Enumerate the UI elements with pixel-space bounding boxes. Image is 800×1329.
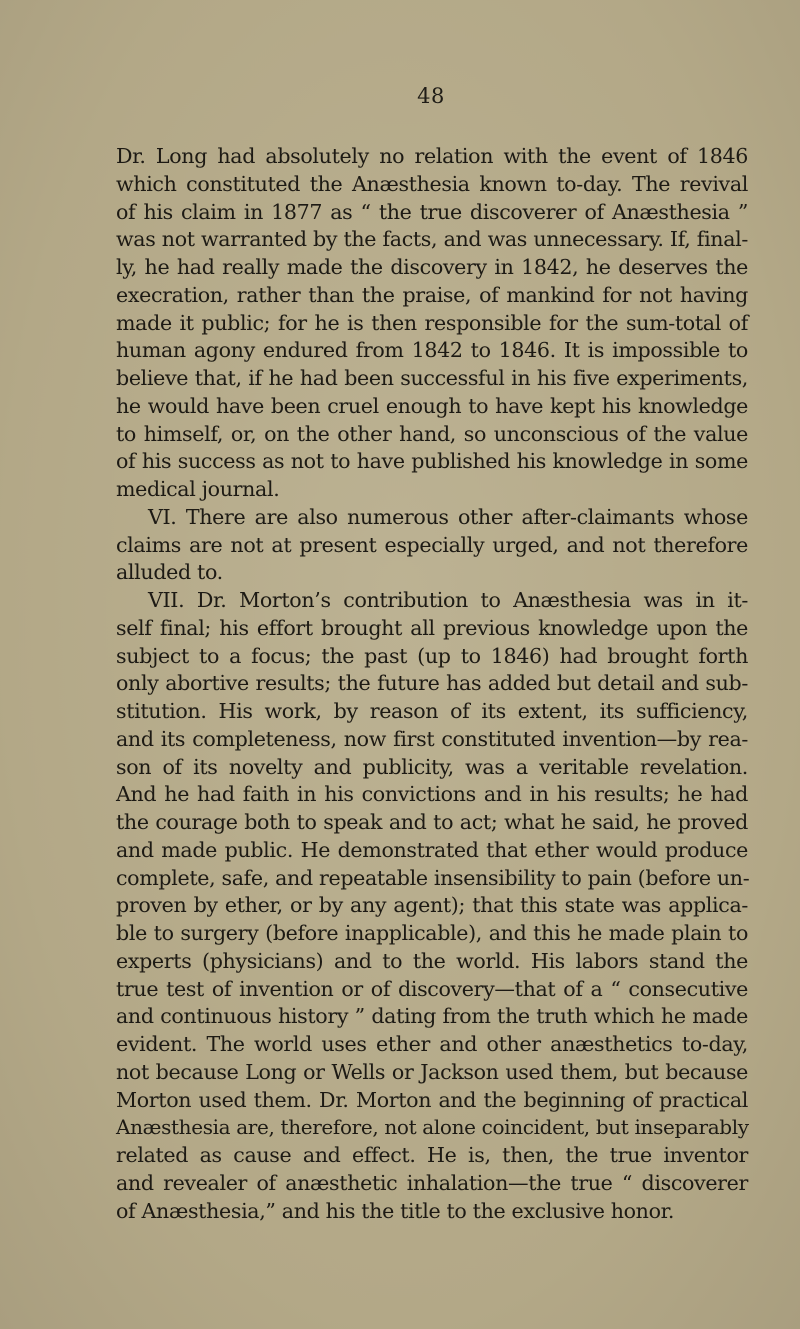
text-line: he would have been cruel enough to have kept his knowledge bbox=[116, 393, 748, 418]
text-line: son of its novelty and publicity, was a veritable revelation. bbox=[116, 754, 748, 779]
text-line: Anæsthesia are, therefore, not alone coincident, but inseparably bbox=[116, 1115, 749, 1140]
text-line: was not warranted by the facts, and was unnecessary. If, final- bbox=[116, 227, 748, 252]
text-line: experts (physicians) and to the world. His labors stand the bbox=[116, 948, 748, 973]
text-line: and made public. He demonstrated that ether would produce bbox=[116, 837, 748, 862]
text-line: And he had faith in his convictions and in his results; he had bbox=[116, 782, 748, 807]
text-line: complete, safe, and repeatable insensibility to pain (before un- bbox=[116, 865, 750, 890]
text-line: VII. Dr. Morton’s contribution to Anæsthesia was in it- bbox=[148, 588, 748, 612]
text-line: of his success as not to have published his knowledge in some bbox=[116, 449, 748, 474]
text-line: true test of invention or of discovery—that of a “ consecutive bbox=[116, 976, 748, 1001]
text-line: stitution. His work, by reason of its extent, its sufficiency, bbox=[116, 699, 748, 723]
text-line: and continuous history ” dating from the truth which he made bbox=[116, 1004, 748, 1029]
text-line: only abortive results; the future has added but detail and sub- bbox=[116, 671, 748, 696]
text-line: subject to a focus; the past (up to 1846) had brought forth bbox=[116, 643, 748, 668]
text-line: made it public; for he is then responsible for the sum-total of bbox=[116, 310, 748, 335]
text-line: the courage both to speak and to act; what he said, he proved bbox=[116, 810, 748, 834]
page-number: 48 bbox=[417, 84, 445, 108]
text-line: human agony endured from 1842 to 1846. It is impossible to bbox=[116, 338, 748, 363]
text-line: claims are not at present especially urged, and not therefore bbox=[116, 532, 748, 557]
text-line: VI. There are also numerous other after-claimants whose bbox=[148, 504, 748, 529]
text-line: of his claim in 1877 as “ the true discoverer of Anæsthesia ” bbox=[116, 199, 748, 224]
text-line: related as cause and effect. He is, then, the true inventor bbox=[116, 1143, 748, 1167]
text-line: ly, he had really made the discovery in 1842, he deserves the bbox=[116, 255, 748, 279]
text-line: evident. The world uses ether and other anæsthetics to-day, bbox=[116, 1032, 748, 1056]
text-line: to himself, or, on the other hand, so unconscious of the value bbox=[116, 421, 748, 446]
text-line: believe that, if he had been successful in his five experiments, bbox=[116, 366, 748, 390]
text-line: self final; his effort brought all previous knowledge upon the bbox=[116, 615, 748, 640]
text-line: execration, rather than the praise, of mankind for not having bbox=[116, 282, 748, 307]
text-line: proven by ether, or by any agent); that this state was applica- bbox=[116, 893, 748, 918]
text-line: which constituted the Anæsthesia known to-day. The revival bbox=[116, 171, 748, 196]
text-line: Dr. Long had absolutely no relation with the event of 1846 bbox=[116, 144, 748, 168]
text-line: medical journal. bbox=[116, 477, 280, 501]
text-line: and its completeness, now first constituted invention—by rea- bbox=[116, 726, 748, 751]
text-line: and revealer of anæsthetic inhalation—the true “ discoverer bbox=[116, 1170, 748, 1195]
text-line: alluded to. bbox=[116, 560, 223, 585]
text-line: Morton used them. Dr. Morton and the beginning of practical bbox=[116, 1087, 748, 1112]
text-line: not because Long or Wells or Jackson used them, but because bbox=[116, 1059, 748, 1084]
body-text bbox=[116, 143, 748, 1225]
text-line: ble to surgery (before inapplicable), and this he made plain to bbox=[116, 921, 748, 945]
text-line: of Anæsthesia,” and his the title to the exclusive honor. bbox=[116, 1198, 675, 1223]
